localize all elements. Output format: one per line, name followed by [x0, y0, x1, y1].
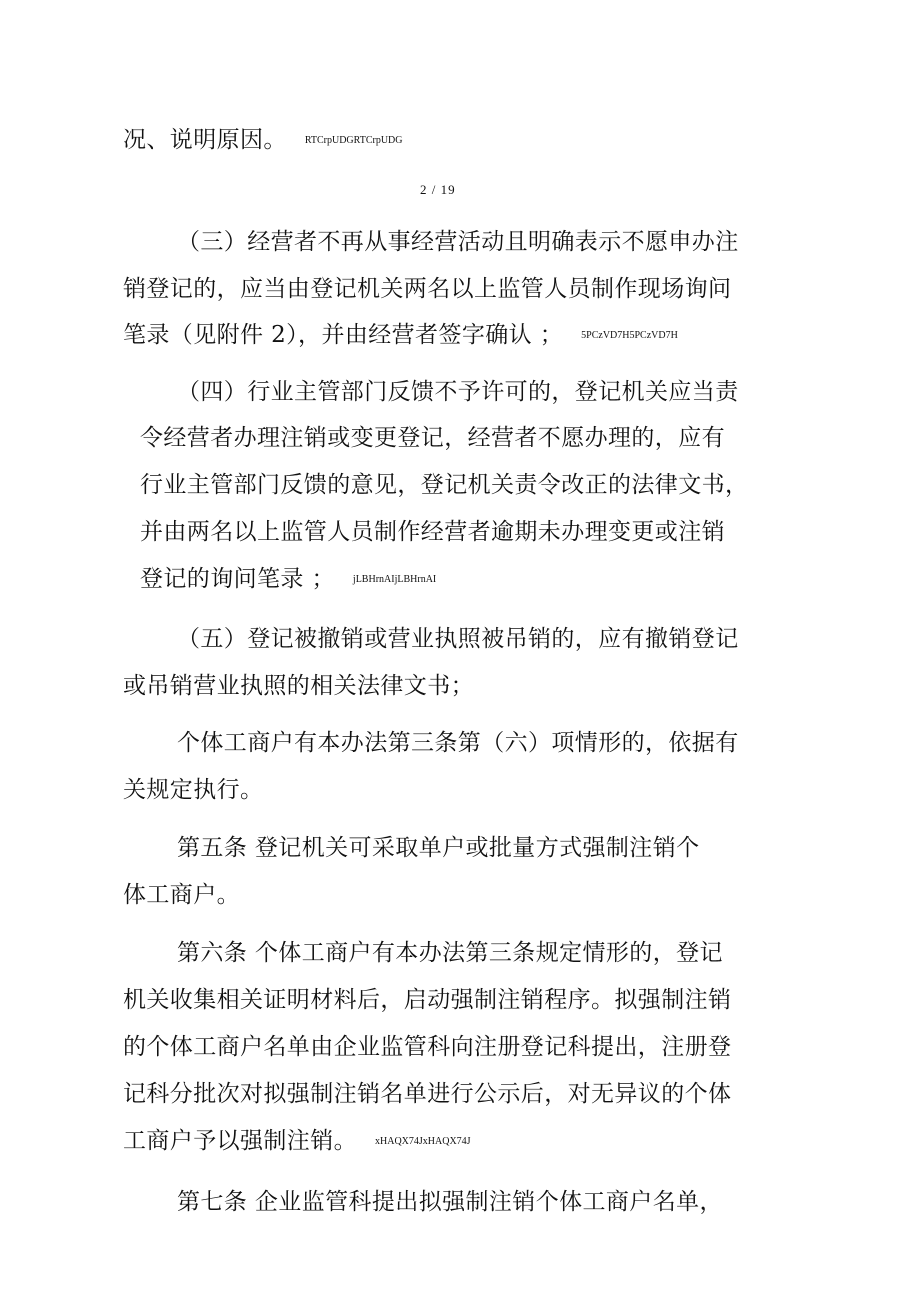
text-line-16: 第六条 个体工商户有本办法第三条规定情形的，登记: [177, 940, 723, 966]
text-line-15: 体工商户。: [123, 882, 240, 908]
text-line-17: 机关收集相关证明材料后，启动强制注销程序。拟强制注销: [123, 987, 732, 1013]
text-line-13: 关规定执行。: [123, 777, 264, 803]
text-line-2: （三）经营者不再从事经营活动且明确表示不愿申办注: [177, 229, 739, 255]
text-line-12: 个体工商户有本办法第三条第（六）项情形的，依据有: [177, 730, 739, 756]
text-line-8: 并由两名以上监管人员制作经营者逾期未办理变更或注销: [140, 519, 725, 545]
text-line-1: 况、说明原因。 RTCrpUDGRTCrpUDG: [123, 127, 403, 153]
watermark-code: 5PCzVD7H5PCzVD7H: [581, 330, 678, 341]
text-line-21: 第七条 企业监管科提出拟强制注销个体工商户名单，: [177, 1189, 723, 1215]
text-line-18: 的个体工商户名单由企业监管科向注册登记科提出，注册登: [123, 1034, 732, 1060]
page-number: 2 / 19: [420, 182, 456, 197]
text-line-11: 或吊销营业执照的相关法律文书；: [123, 673, 474, 699]
text-line-20: 工商户予以强制注销。 xHAQX74JxHAQX74J: [123, 1128, 471, 1154]
text-line-6: 令经营者办理注销或变更登记，经营者不愿办理的，应有: [140, 425, 725, 451]
text-line-10: （五）登记被撤销或营业执照被吊销的，应有撤销登记: [177, 626, 739, 652]
watermark-code: xHAQX74JxHAQX74J: [375, 1136, 471, 1147]
text-line-3: 销登记的，应当由登记机关两名以上监管人员制作现场询问: [123, 276, 732, 302]
text-line-19: 记科分批次对拟强制注销名单进行公示后，对无异议的个体: [123, 1081, 732, 1107]
watermark-code: RTCrpUDGRTCrpUDG: [304, 135, 403, 146]
text-line-14: 第五条 登记机关可采取单户或批量方式强制注销个: [177, 835, 700, 861]
text-line-7: 行业主管部门反馈的意见，登记机关责令改正的法律文书，: [140, 472, 749, 498]
text-line-5: （四）行业主管部门反馈不予许可的，登记机关应当责: [177, 379, 739, 405]
watermark-code: jLBHrnAIjLBHrnAI: [352, 574, 437, 585]
text-line-4: 笔录（见附件 2），并由经营者签字确认 ； 5PCzVD7H5PCzVD7H: [123, 322, 678, 348]
text-line-9: 登记的询问笔录 ； jLBHrnAIjLBHrnAI: [140, 566, 437, 592]
